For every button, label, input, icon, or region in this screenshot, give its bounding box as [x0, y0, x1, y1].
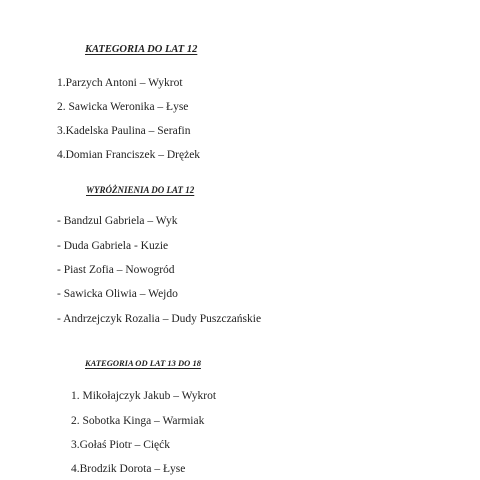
list-item: - Piast Zofia – Nowogród: [57, 264, 175, 276]
list-item: - Andrzejczyk Rozalia – Dudy Puszczańskie: [57, 313, 262, 325]
list-item: - Sawicka Oliwia – Wejdo: [57, 288, 178, 300]
list-item: - Bandzul Gabriela – Wyk: [57, 215, 178, 227]
list-item: 1. Mikołajczyk Jakub – Wykrot: [71, 390, 217, 402]
list-item: 3.Kadelska Paulina – Serafin: [57, 125, 191, 137]
list-item: - Duda Gabriela - Kuzie: [57, 240, 169, 252]
list-item: 1.Parzych Antoni – Wykrot: [57, 77, 183, 89]
list-item: 3.Gołaś Piotr – Cięćk: [71, 439, 171, 451]
list-item: 4.Domian Franciszek – Drężek: [57, 149, 201, 161]
list-item: 2. Sawicka Weronika – Łyse: [57, 101, 189, 113]
section-heading-age-13-to-18: KATEGORIA OD LAT 13 DO 18: [85, 358, 201, 368]
list-item: 2. Sobotka Kinga – Warmiak: [71, 415, 205, 427]
section-heading-distinctions-under-12: WYRÓŻNIENIA DO LAT 12: [86, 185, 195, 195]
list-item: 4.Brodzik Dorota – Łyse: [71, 463, 186, 475]
section-heading-under-12: KATEGORIA DO LAT 12: [85, 44, 198, 55]
